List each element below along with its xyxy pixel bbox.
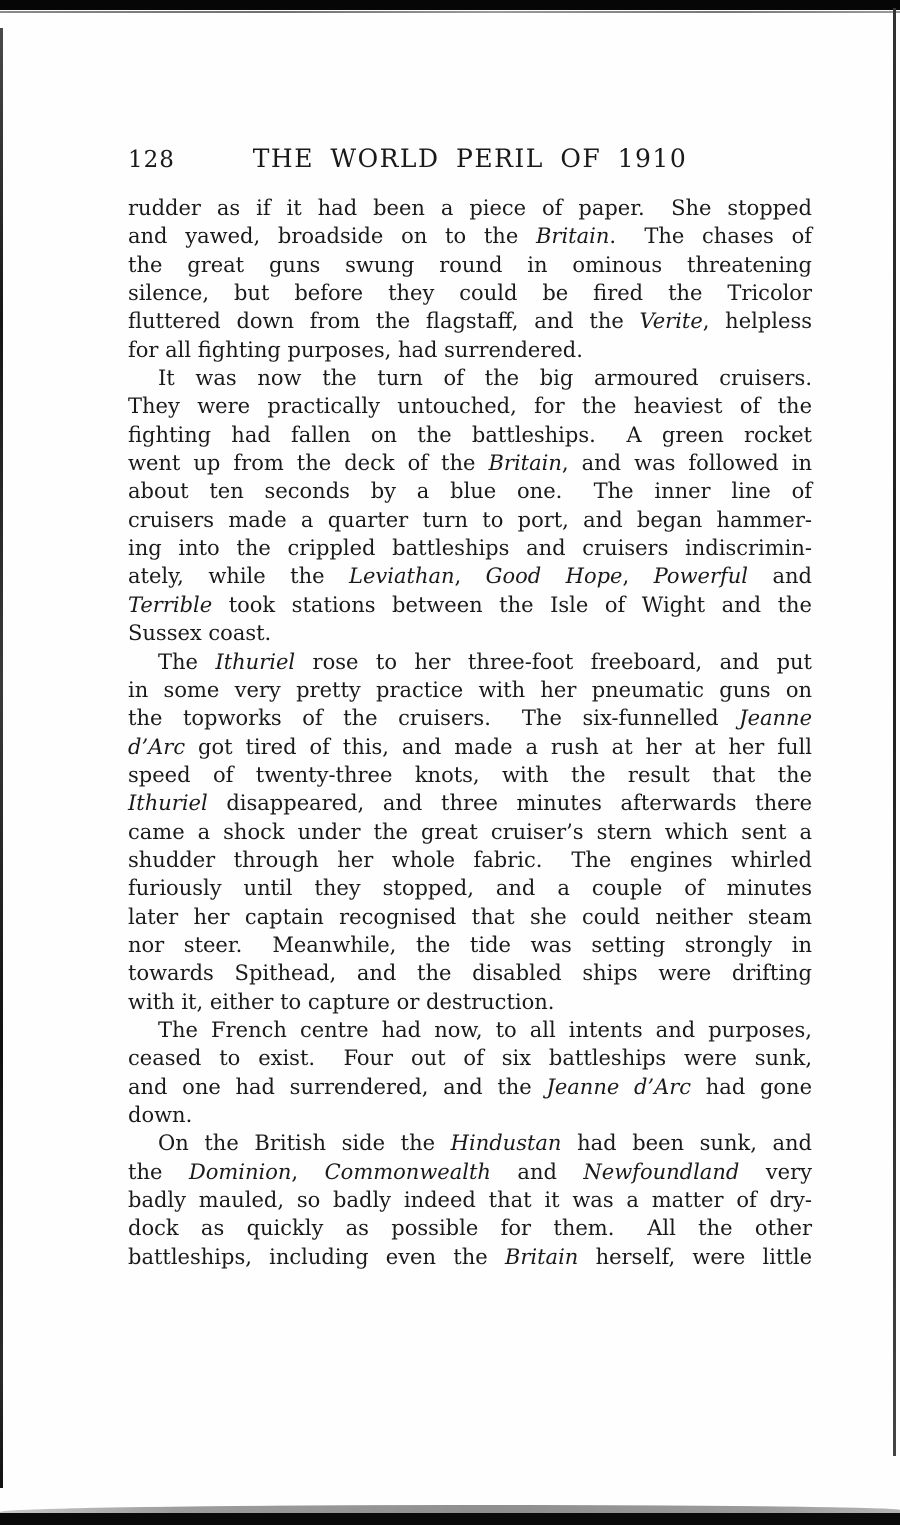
text-line: the topworks of the cruisers. The six-funnelled Jeanne: [128, 706, 812, 731]
scan-edge-left: [0, 28, 3, 1488]
text-line: fluttered down from the flagstaff, and the Verite, helpless: [128, 309, 812, 334]
scan-edge-bottom: [0, 1513, 900, 1525]
text-line: dock as quickly as possible for them. All the other: [128, 1216, 812, 1241]
text-line: and yawed, broadside on to the Britain. The chases of: [128, 224, 812, 249]
page-header-title: THE WORLD PERIL OF 1910: [252, 144, 688, 173]
text-line: It was now the turn of the big armoured cruisers.: [158, 366, 812, 391]
text-line: furiously until they stopped, and a couple of minutes: [128, 876, 812, 901]
text-line: shudder through her whole fabric. The engines whirled: [128, 847, 812, 872]
text-line: ceased to exist. Four out of six battleships were sunk,: [128, 1046, 812, 1071]
text-line: with it, either to capture or destruction.: [128, 989, 555, 1014]
text-line: They were practically untouched, for the heaviest of the: [128, 394, 812, 419]
paragraph: [128, 364, 812, 647]
scan-edge-right: [893, 8, 896, 1456]
paragraph: [128, 194, 812, 364]
paragraph: [128, 1016, 812, 1129]
page-number: 128: [128, 147, 175, 173]
text-line: rudder as if it had been a piece of paper. She stopped: [128, 196, 812, 220]
text-line: The Ithuriel rose to her three-foot freeboard, and put: [158, 649, 812, 674]
text-line: silence, but before they could be fired the Tricolor: [128, 281, 812, 306]
paragraph: [128, 1129, 812, 1271]
text-line: towards Spithead, and the disabled ships were drifting: [128, 961, 812, 986]
text-line: later her captain recognised that she could neither steam: [128, 904, 812, 929]
text-line: the great guns swung round in ominous threatening: [128, 252, 812, 277]
text-line: Ithuriel disappeared, and three minutes afterwards there: [128, 791, 812, 816]
text-line: came a shock under the great cruiser’s stern which sent a: [128, 819, 812, 844]
text-line: in some very pretty practice with her pneumatic guns on: [128, 677, 812, 702]
text-line: ately, while the Leviathan, Good Hope, Powerful and: [128, 564, 812, 589]
text-line: and one had surrendered, and the Jeanne d’Arc had gone: [128, 1074, 813, 1099]
text-line: battleships, including even the Britain herself, were little: [128, 1244, 813, 1269]
text-line: fighting had fallen on the battleships. A green rocket: [128, 422, 812, 447]
body-text: [128, 194, 812, 1271]
text-line: the Dominion, Commonwealth and Newfoundland very: [128, 1159, 812, 1184]
text-line: went up from the deck of the Britain, and was followed in: [128, 451, 813, 476]
text-line: nor steer. Meanwhile, the tide was setting strongly in: [128, 932, 812, 957]
text-line: On the British side the Hindustan had been sunk, and: [158, 1131, 812, 1156]
text-line: about ten seconds by a blue one. The inner line of: [128, 479, 812, 504]
running-header: [128, 144, 812, 176]
text-line: Sussex coast.: [128, 621, 272, 646]
text-line: Terrible took stations between the Isle of Wight and the: [128, 592, 812, 617]
text-line: The French centre had now, to all intents and purposes,: [158, 1017, 812, 1042]
scan-edge-top: [0, 0, 900, 10]
scan-edge-top-shadow: [0, 11, 900, 13]
text-line: d’Arc got tired of this, and made a rush at her at her full: [128, 734, 812, 759]
paragraph: [128, 648, 812, 1016]
text-line: ing into the crippled battleships and cruisers indiscrimin-: [128, 536, 812, 561]
text-line: down.: [128, 1103, 193, 1127]
text-line: speed of twenty-three knots, with the result that the: [128, 762, 812, 787]
text-line: for all fighting purposes, had surrendered.: [128, 337, 583, 362]
text-line: badly mauled, so badly indeed that it was a matter of dry-: [128, 1188, 812, 1213]
text-line: cruisers made a quarter turn to port, and began hammer-: [128, 507, 812, 532]
